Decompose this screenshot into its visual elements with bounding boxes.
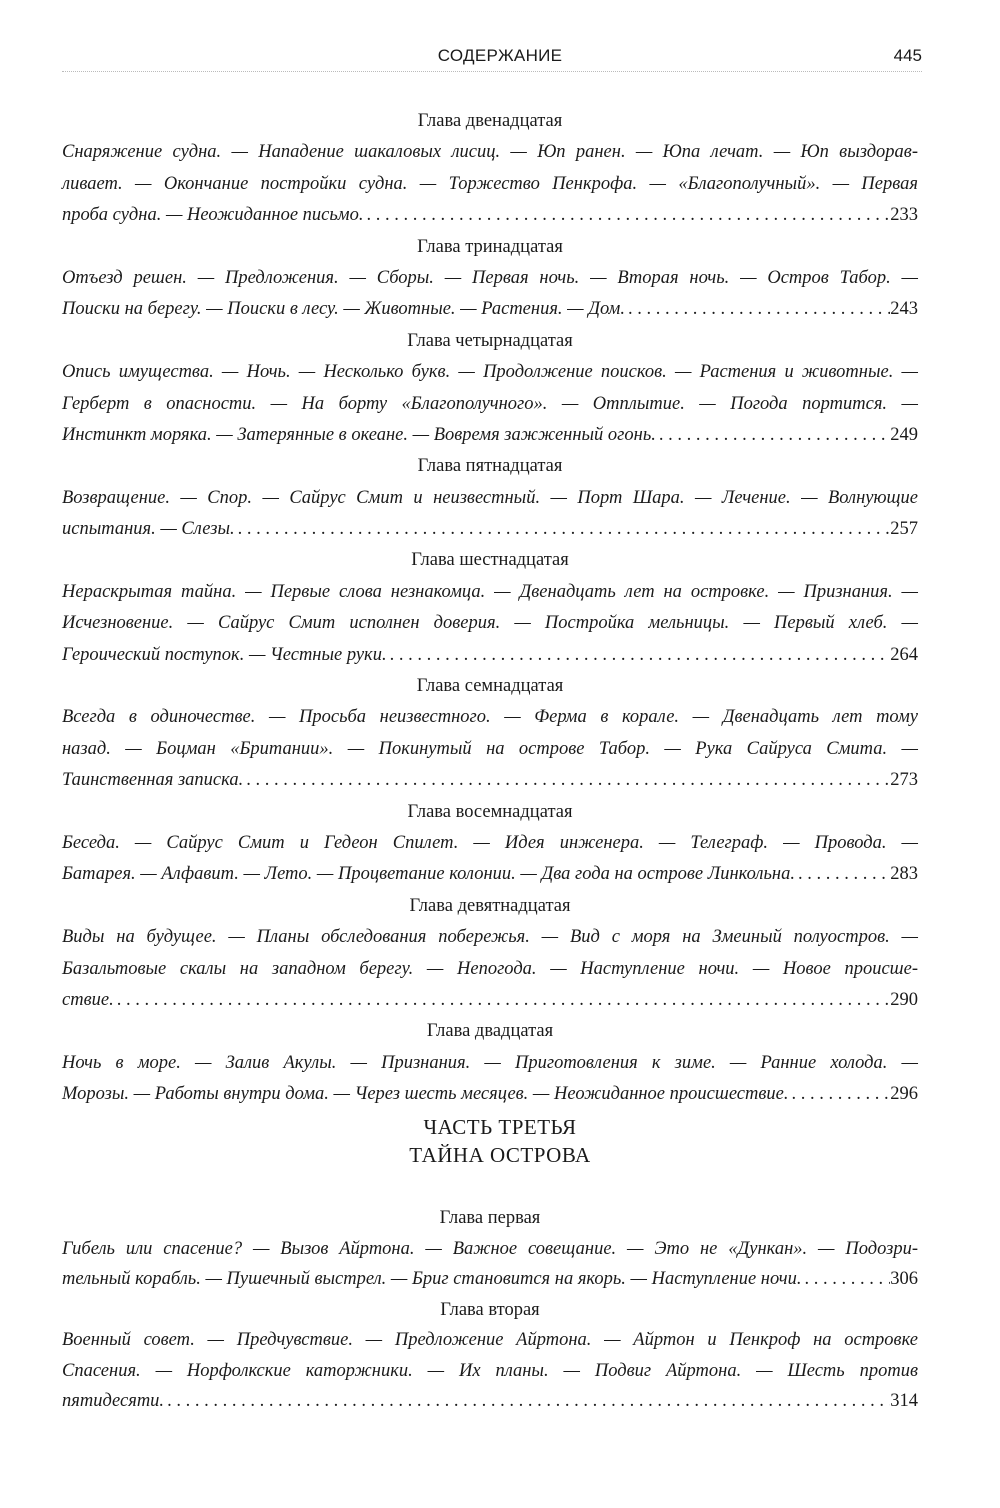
toc-chapter	[62, 326, 918, 452]
dot-leader	[363, 200, 890, 231]
chapter-summary-line: испытания. — Слезы.	[62, 519, 235, 540]
dot-leader	[243, 765, 890, 796]
toc-chapter	[62, 671, 918, 797]
chapter-summary-line: Опись имущества. — Ночь. — Несколько букв. — Продолжение поисков. — Растения и животные. —	[62, 362, 918, 383]
chapter-summary-line: Ночь в море. — Залив Акулы. — Признания. — Приготовления к зиме. — Ранние холода. —	[62, 1052, 918, 1073]
part-label: ЧАСТЬ ТРЕТЬЯ	[423, 1115, 577, 1139]
chapter-summary-line: Спасения. — Норфолкские каторжники. — Их планы. — Подвиг Айртона. — Шесть против	[62, 1360, 918, 1381]
chapter-title: Глава восемнадцатая	[407, 801, 573, 822]
header-rule	[62, 71, 922, 72]
toc-entry-link[interactable]	[62, 514, 918, 545]
dot-leader	[387, 640, 891, 671]
chapter-summary-line: ливает. — Окончание постройки судна. — Торжество Пенкрофа. — «Благополучный». — Первая	[62, 173, 918, 194]
page-number: 233	[890, 205, 918, 226]
chapter-summary-line: тельный корабль. — Пушечный выстрел. — Бриг становится на якорь. — Наступление ночи.	[62, 1269, 802, 1289]
page-number: 290	[890, 989, 918, 1010]
toc-chapter	[62, 797, 918, 891]
dot-leader	[788, 1079, 890, 1110]
chapter-summary-line: Таинственная записка.	[62, 770, 244, 791]
chapter-title: Глава пятнадцатая	[417, 456, 563, 477]
dot-leader	[795, 859, 890, 890]
page-number: 306	[890, 1269, 918, 1289]
chapter-summary-line: Военный совет. — Предчувствие. — Предложение Айртона. — Айртон и Пенкроф на островке	[62, 1330, 918, 1350]
chapter-summary-line: Героический поступок. — Честные руки.	[62, 644, 387, 665]
toc-chapter	[62, 451, 918, 545]
chapter-summary-line: Нераскрытая тайна. — Первые слова незнакомца. — Двенадцать лет на островке. — Признания. —	[62, 581, 918, 602]
toc-entry-link[interactable]	[62, 1264, 918, 1295]
toc-chapter	[62, 545, 918, 671]
chapter-summary-line: Базальтовые скалы на западном берегу. — Непогода. — Наступление ночи. — Новое происше-	[62, 958, 918, 979]
page-number: 283	[890, 864, 918, 885]
toc-entry-link[interactable]	[62, 859, 918, 890]
toc-chapter	[62, 891, 918, 1017]
chapter-title: Глава шестнадцатая	[411, 550, 569, 571]
toc-section-part-two	[62, 106, 918, 1111]
chapter-summary-line: проба судна. — Неожиданное письмо.	[62, 205, 364, 226]
chapter-summary-line: пятидесяти.	[62, 1391, 165, 1411]
chapter-title: Глава семнадцатая	[416, 676, 564, 697]
toc-entry-link[interactable]	[62, 765, 918, 796]
chapter-title: Глава первая	[439, 1208, 541, 1228]
chapter-summary-line: Всегда в одиночестве. — Просьба неизвестного. — Ферма в корале. — Двенадцать лет тому	[62, 707, 918, 728]
chapter-summary-line: Инстинкт моряка. — Затерянные в океане. — Вовремя зажженный огонь.	[62, 424, 656, 445]
chapter-summary-line: Батарея. — Алфавит. — Лето. — Процветание колонии. — Два года на острове Линкольна.	[62, 864, 795, 885]
chapter-summary-line: Беседа. — Сайрус Смит и Гедеон Спилет. — Идея инженера. — Телеграф. — Провода. —	[62, 832, 918, 853]
running-title: СОДЕРЖАНИЕ	[437, 46, 563, 65]
toc-chapter	[62, 1016, 918, 1110]
toc-entry-link[interactable]	[62, 1386, 918, 1417]
toc-entry-link[interactable]	[62, 1079, 918, 1110]
chapter-summary-line: ствие.	[62, 989, 114, 1010]
chapter-summary-line: Морозы. — Работы внутри дома. — Через шесть месяцев. — Неожиданное происшествие.	[62, 1084, 789, 1105]
toc-chapter	[62, 106, 918, 232]
page-number: 243	[890, 299, 918, 320]
toc-entry-link[interactable]	[62, 985, 918, 1016]
toc-chapter	[62, 1295, 918, 1417]
toc-entry-link[interactable]	[62, 640, 918, 671]
chapter-summary-line: Снаряжение судна. — Нападение шакаловых лисиц. — Юп ранен. — Юпа лечат. — Юп выздорав-	[62, 142, 918, 163]
chapter-summary-line: Герберт в опасности. — На борту «Благополучного». — Отплытие. — Погода портится. —	[62, 393, 918, 414]
chapter-summary-line: назад. — Боцман «Британии». — Покинутый на острове Табор. — Рука Сайруса Смита. —	[62, 738, 918, 759]
dot-leader	[656, 420, 890, 451]
dot-leader	[235, 514, 891, 545]
dot-leader	[164, 1386, 890, 1417]
toc-chapter	[62, 1203, 918, 1295]
toc-section-part-three	[62, 1203, 918, 1417]
part-title: ТАЙНА ОСТРОВА	[409, 1143, 591, 1167]
chapter-summary-line: Виды на будущее. — Планы обследования побережья. — Вид с моря на Змеиный полуостров. —	[62, 927, 918, 948]
toc-entry-link[interactable]	[62, 200, 918, 231]
toc-chapter	[62, 232, 918, 326]
chapter-title: Глава девятнадцатая	[409, 895, 571, 916]
chapter-summary-line: Поиски на берегу. — Поиски в лесу. — Животные. — Растения. — Дом.	[62, 299, 625, 320]
toc-entry-link[interactable]	[62, 420, 918, 451]
dot-leader	[801, 1264, 890, 1295]
chapter-title: Глава вторая	[440, 1299, 540, 1320]
chapter-summary-line: Исчезновение. — Сайрус Смит исполнен доверия. — Постройка мельницы. — Первый хлеб. —	[62, 613, 918, 634]
chapter-title: Глава тринадцатая	[417, 236, 563, 257]
chapter-summary-line: Возвращение. — Спор. — Сайрус Смит и неизвестный. — Порт Шара. — Лечение. — Волнующие	[62, 487, 918, 508]
toc-entry-link[interactable]	[62, 294, 918, 325]
page-number: 264	[890, 644, 918, 665]
dot-leader	[625, 294, 890, 325]
page-number: 296	[890, 1084, 918, 1105]
page-number: 257	[890, 519, 918, 540]
page-number: 314	[890, 1391, 918, 1411]
chapter-title: Глава четырнадцатая	[407, 330, 573, 351]
dot-leader	[114, 985, 891, 1016]
chapter-title: Глава двадцатая	[426, 1021, 554, 1042]
chapter-summary-line: Отъезд решен. — Предложения. — Сборы. — Первая ночь. — Вторая ночь. — Остров Табор. —	[62, 267, 918, 288]
page-number: 445	[893, 46, 922, 65]
page-number: 249	[890, 424, 918, 445]
chapter-summary-line: Гибель или спасение? — Вызов Айртона. — Важное совещание. — Это не «Дункан». — Подозри-	[62, 1238, 918, 1259]
chapter-title: Глава двенадцатая	[417, 111, 563, 131]
page-number: 273	[890, 770, 918, 791]
